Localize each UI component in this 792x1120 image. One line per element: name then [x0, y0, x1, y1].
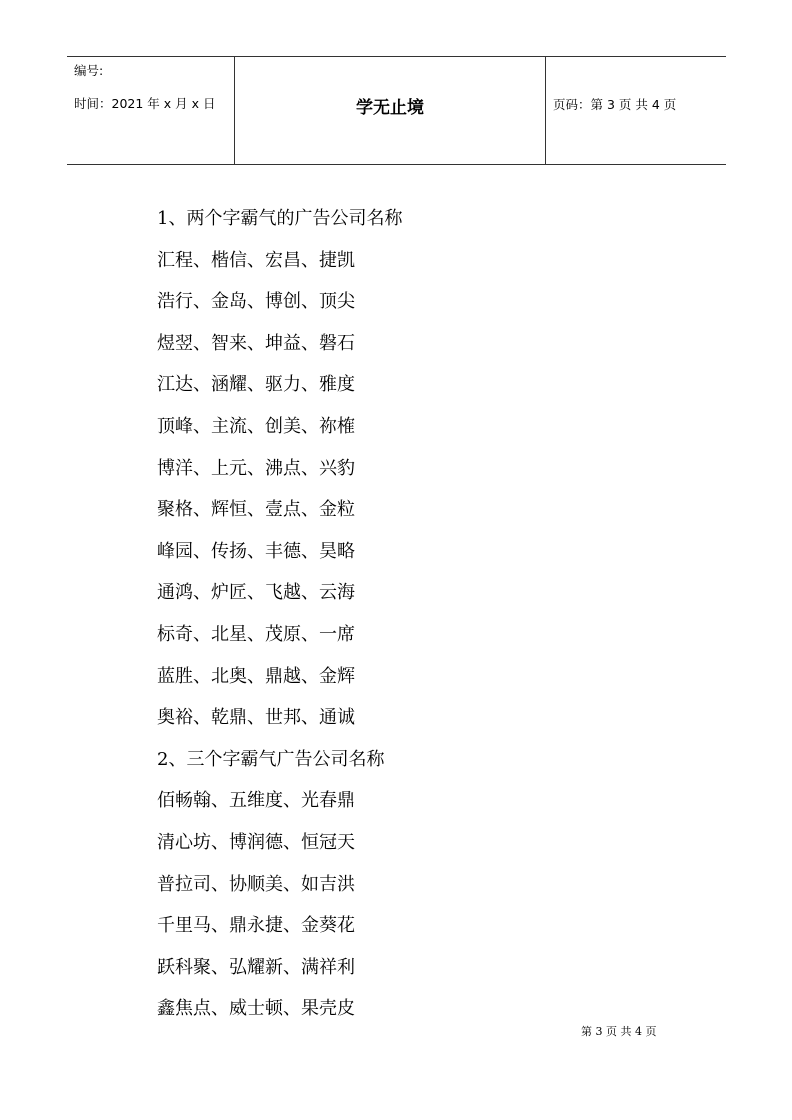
name-list-line: 顶峰、主流、创美、祢榷 — [157, 415, 355, 437]
name-list-line: 千里马、鼎永捷、金葵花 — [157, 915, 355, 937]
name-list-line: 奥裕、乾鼎、世邦、通诚 — [157, 707, 355, 729]
name-list-line: 蓝胜、北奥、鼎越、金辉 — [157, 665, 355, 687]
section-heading-three-char: 2、三个字霸气广告公司名称 — [157, 748, 385, 770]
header-title: 学无止境 — [356, 98, 424, 118]
header-number-label: 编号: — [74, 63, 104, 78]
document-header — [67, 56, 726, 165]
header-page-label: 页码：第 3 页 共 4 页 — [553, 97, 677, 112]
name-list-line: 博洋、上元、沸点、兴豹 — [157, 457, 355, 479]
section-heading-two-char: 1、两个字霸气的广告公司名称 — [157, 208, 403, 229]
name-list-line: 标奇、北星、茂原、一席 — [157, 623, 355, 645]
name-list-line: 普拉司、协顺美、如吉洪 — [157, 873, 355, 895]
name-list-line: 煜翌、智来、坤益、磐石 — [157, 332, 355, 354]
name-list-line: 清心坊、博润德、恒冠天 — [157, 831, 355, 853]
name-list-line: 汇程、楷信、宏昌、捷凯 — [157, 249, 355, 271]
name-list-line: 江达、涵耀、驱力、雅度 — [157, 374, 355, 396]
name-list-line: 峰园、传扬、丰德、昊略 — [157, 540, 355, 562]
header-divider-right — [545, 57, 546, 164]
name-list-line: 聚格、辉恒、壹点、金粒 — [157, 499, 355, 521]
name-list-line: 浩行、金岛、博创、顶尖 — [157, 291, 355, 313]
document-body — [157, 203, 717, 1035]
header-time-label: 时间：2021 年 x 月 x 日 — [74, 96, 216, 111]
name-list-line: 鑫焦点、威士顿、果壳皮 — [157, 998, 355, 1020]
name-list-line: 通鸿、炉匠、飞越、云海 — [157, 582, 355, 604]
name-list-line: 佰畅翰、五维度、光春鼎 — [157, 790, 355, 812]
name-list-line: 跃科聚、弘耀新、满祥利 — [157, 956, 355, 978]
page-footer: 第 3 页 共 4 页 — [581, 1025, 657, 1038]
